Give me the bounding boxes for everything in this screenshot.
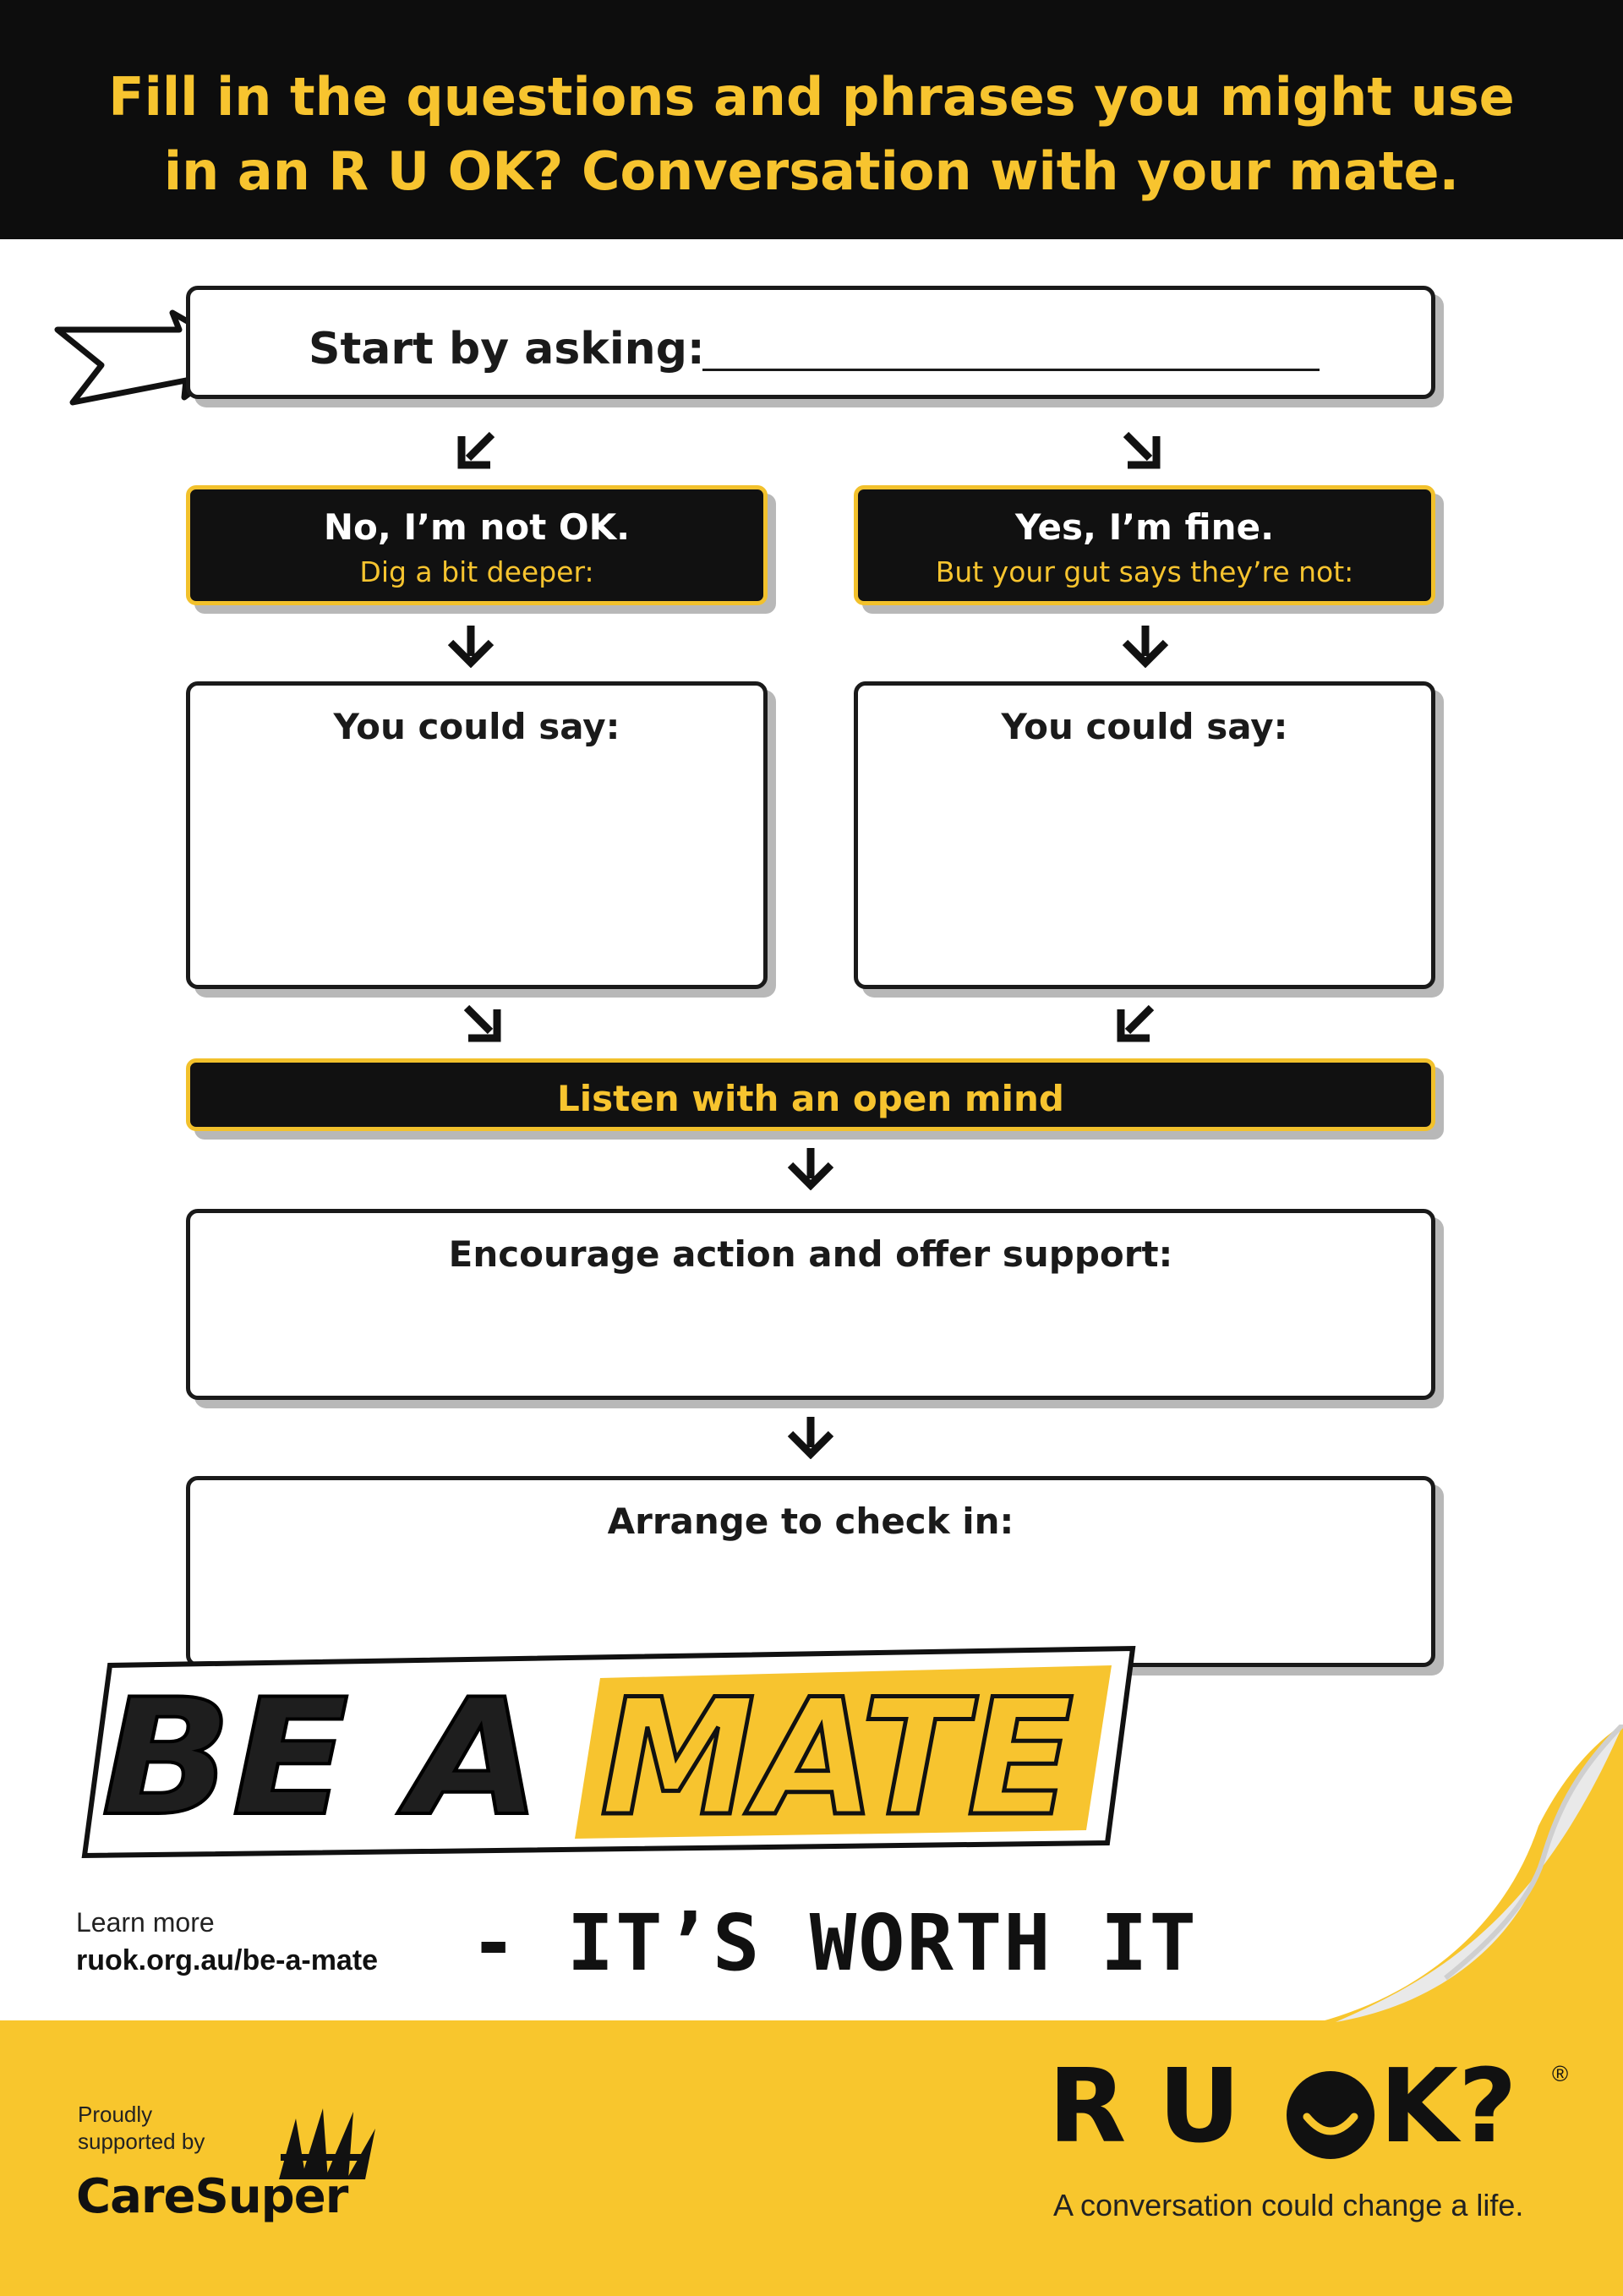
arrow-down-icon bbox=[1121, 624, 1170, 668]
arrow-down-left-icon bbox=[1114, 1003, 1156, 1045]
ruok-logo-left: R U bbox=[1048, 2048, 1239, 2166]
ruok-logo bbox=[1048, 2048, 1572, 2166]
start-label: Start by asking: bbox=[309, 324, 705, 374]
header-line-2: in an R U OK? Conversation with your mate. bbox=[163, 140, 1460, 202]
arrow-down-icon bbox=[786, 1415, 835, 1459]
arrow-down-left-icon bbox=[455, 429, 497, 472]
registered-mark: ® bbox=[1552, 2061, 1569, 2086]
worth-it-tagline: - IT’S WORTH IT bbox=[470, 1898, 1198, 1988]
listen-bar bbox=[186, 1058, 1435, 1131]
fine-box bbox=[854, 485, 1435, 605]
arrow-down-icon bbox=[446, 624, 495, 668]
start-box bbox=[186, 286, 1435, 399]
encourage-label: Encourage action and offer support: bbox=[448, 1233, 1173, 1275]
ruok-tagline: A conversation could change a life. bbox=[1053, 2188, 1524, 2222]
fine-title: Yes, I’m fine. bbox=[1014, 506, 1275, 548]
smiley-o-icon bbox=[1283, 2068, 1378, 2162]
left-could-say-label: You could say: bbox=[333, 706, 620, 747]
fine-subtitle: But your gut says they’re not: bbox=[935, 555, 1354, 588]
slogan-part2: MATE bbox=[600, 1665, 1074, 1851]
right-could-say-box[interactable] bbox=[854, 681, 1435, 989]
left-could-say-box[interactable] bbox=[186, 681, 768, 989]
arrow-down-right-icon bbox=[1121, 429, 1163, 472]
arrow-down-icon bbox=[786, 1146, 835, 1190]
arrange-label: Arrange to check in: bbox=[607, 1501, 1014, 1542]
header-line-1: Fill in the questions and phrases you might use bbox=[108, 66, 1515, 128]
header-banner bbox=[0, 0, 1623, 239]
not-ok-subtitle: Dig a bit deeper: bbox=[359, 555, 594, 588]
not-ok-title: No, I’m not OK. bbox=[323, 506, 631, 548]
page-curl-icon bbox=[1319, 1725, 1623, 2022]
sponsor-line-2: supported by bbox=[78, 2129, 205, 2154]
sponsor-line-1: Proudly bbox=[78, 2102, 153, 2127]
listen-label: Listen with an open mind bbox=[557, 1078, 1064, 1119]
right-could-say-label: You could say: bbox=[1001, 706, 1288, 747]
arrow-down-right-icon bbox=[462, 1003, 504, 1045]
caresuper-logo: CareSuper bbox=[76, 2169, 348, 2224]
be-a-mate-slogan bbox=[68, 1632, 1150, 1877]
not-ok-box bbox=[186, 485, 768, 605]
encourage-box[interactable] bbox=[186, 1209, 1435, 1400]
ruok-logo-right: K? bbox=[1380, 2048, 1517, 2166]
learn-more-link[interactable]: ruok.org.au/be-a-mate bbox=[76, 1944, 379, 1976]
start-answer-line[interactable] bbox=[702, 369, 1320, 371]
learn-more-text: Learn more bbox=[76, 1907, 215, 1938]
slogan-part1: BE A bbox=[101, 1665, 541, 1851]
